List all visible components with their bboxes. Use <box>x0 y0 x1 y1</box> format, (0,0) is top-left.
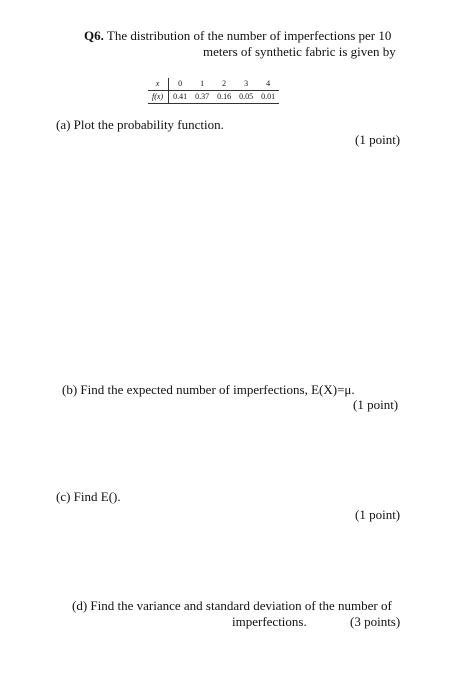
fx-value: 0.05 <box>235 91 257 104</box>
part-a-points: (1 point) <box>355 132 401 147</box>
part-d-points: (3 points) <box>350 614 401 629</box>
part-a-text: (a) Plot the probability function. <box>56 117 224 132</box>
question-heading <box>84 28 391 44</box>
part-c-text: (c) Find E(). <box>56 489 121 504</box>
distribution-table <box>148 78 279 104</box>
fx-value: 0.16 <box>213 91 235 104</box>
question-text-line1: The distribution of the number of imperfections per 10 <box>106 28 392 43</box>
question-number: Q6. <box>84 28 104 43</box>
fx-value: 0.37 <box>191 91 213 104</box>
x-value: 0 <box>169 78 192 91</box>
part-c-points: (1 point) <box>355 507 401 522</box>
x-value: 2 <box>213 78 235 91</box>
fx-value: 0.41 <box>169 91 192 104</box>
part-d-text-line2: imperfections. <box>232 614 307 629</box>
fx-value: 0.01 <box>257 91 279 104</box>
x-value: 4 <box>257 78 279 91</box>
x-row <box>148 78 279 91</box>
part-d-text-line1: (d) Find the variance and standard deviation of the number of <box>72 598 392 613</box>
fx-header: f(x) <box>148 91 169 104</box>
x-value: 1 <box>191 78 213 91</box>
x-value: 3 <box>235 78 257 91</box>
part-b-points: (1 point) <box>353 397 399 412</box>
question-text-line2: meters of synthetic fabric is given by <box>203 44 396 59</box>
part-b-text: (b) Find the expected number of imperfections, E(X)=μ. <box>62 382 355 397</box>
fx-row <box>148 91 279 104</box>
x-header: x <box>148 78 169 91</box>
